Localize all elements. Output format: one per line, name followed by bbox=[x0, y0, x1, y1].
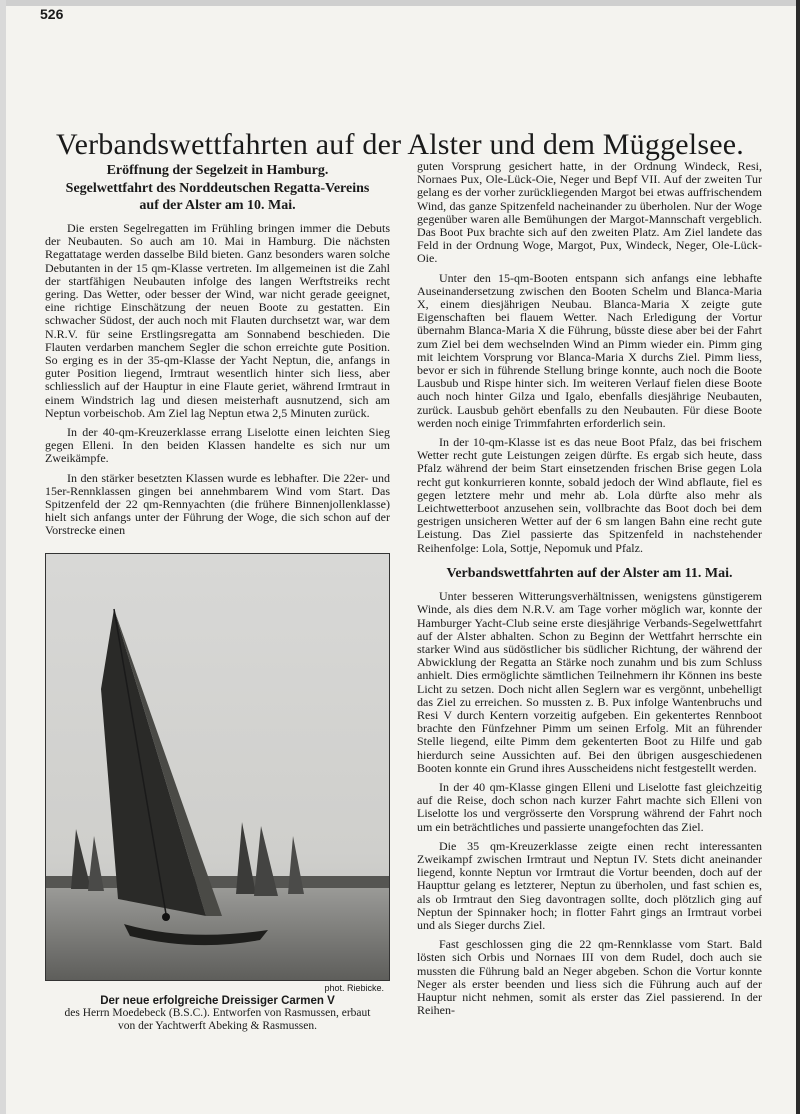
article2-paragraph: Fast geschlossen ging die 22 qm-Rennklasse vom Start. Bald lösten sich Orbis und Nornaes III von dem Rudel, doch auch sie mussten die Führung bald an Neger abgeben. Schon die Vortur konnte Neger als erster beenden und liess sich die Führung auch auf der Hauptur nicht nehmen, somit als erster das Ziel passierend. In der Reihen- bbox=[417, 937, 762, 1018]
article1-heading-line3: auf der Alster am 10. Mai. bbox=[139, 198, 296, 213]
left-column bbox=[45, 162, 390, 544]
photo-figure bbox=[45, 553, 390, 1033]
article2-paragraph: Die 35 qm-Kreuzerklasse zeigte einen recht interessanten Zweikampf zwischen Irmtraut und Neptun IV. Stets dicht aneinander liegend, konnte Neptun vor Irmtraut die Vortur beenden, doch auf der Haupttur gelang es letzterer, Neptun zu überholen, und fast schien es, als ob Irmtraut den Sieg davontragen sollte, doch plötzlich ging auf Neptun der Spinnaker hoch; in flotter Fahrt gings an Irmtraut vorbei und als Sieger durchs Ziel. bbox=[417, 838, 762, 932]
scan-edge-top bbox=[0, 0, 800, 6]
article1-paragraph: In der 40-qm-Kreuzerklasse errang Liselotte einen leichten Sieg gegen Elleni. In den beiden Klassen handelte es sich nur um Zweikämpfe. bbox=[45, 425, 390, 466]
article1-paragraph: Unter den 15-qm-Booten entspann sich anfangs eine lebhafte Auseinandersetzung zwischen den Booten Schelm und Blanca-Maria X, einem diesjährigen Neubau. Blanca-Maria X zeigte gute Eigenschaften bei flauem Wetter. Nach Erledigung der Vortur übernahm Blanca-Maria X die Führung, büsste diese aber bei der Fahrt zum Ziel bei dem wechselnden Wind an Pimm wieder ein. Pimm ging mit leichtem Vorsprung vor Blanca-Maria X durchs Ziel. Pimm liess, bevor er sich in führende Stellung bringe konnte, auch noch die Boote Lausbub und Rispe hinter sich. Im weiteren Verlauf fielen diese Boote auch noch hinter Gilza und Igalo, ebenfalls diesjährige Neubauten, zurück. Lausbub gehört ebenfalls zu den Neubauten. Für diese Boote werden noch einige Trimmfahrten erforderlich sein. bbox=[417, 270, 762, 430]
article1-paragraph: guten Vorsprung gesichert hatte, in der Ordnung Windeck, Resi, Nornaes Pux, Ole-Lück-Oie, Neger und Bepf VII. Auf der zweiten Tur gelang es der vorher zurückliegenden Margot bei etwas auffrischendem Wind, das ganze Spitzenfeld nacheinander zu überholen. Nur der Woge gegenüber waren alle Bemühungen der Margot-Mannschaft vergeblich. Das Boot Pux brachte sich auf den zweiten Platz. Am Ziel landete das Feld in der Ordnung Woge, Margot, Pux, Windeck, Neger, Ole-Lück-Oie. bbox=[417, 159, 762, 266]
sailboat-photo bbox=[45, 553, 390, 981]
article1-paragraph: Die ersten Segelregatten im Frühling bringen immer die Debuts der Neubauten. So auch am 10. Mai in Hamburg. Die nächsten Regattatage werden dasselbe Bild bieten. Ganz besonders waren solche Debutanten in der 15 qm-Klasse vertreten. Im allgemeinen ist die Zahl der startfähigen Neubauten infolge des langen Werftstreiks recht gering. Das Wetter, oder besser der Wind, war nicht gerade geeignet, eine richtige Einschätzung der neuen Boote zu gestatten. Ein schwacher Südost, der auch noch mit Flauten durchsetzt war, war dem N.R.V. für seine Erstlingsregatta am Sonnabend beschieden. Die Flauten verdarben manchem Segler die schon erreichte gute Position. So erging es in der 35-qm-Klasse der Yacht Neptun, die, anfangs in guter Position liegend, Irmtraut wesentlich hinter sich liess, aber schliesslich auf der Hauptur in eine Flaute geriet, während Irmtraut in einem Windstrich lag und diesen meisterhaft ausnutzend, sich am Neptun vorbeischob. Am Ziel lag Neptun etwa 2,5 Minuten zurück. bbox=[45, 221, 390, 420]
article2-heading: Verbandswettfahrten auf der Alster am 11. Mai. bbox=[446, 565, 733, 581]
article1-heading-line1: Eröffnung der Segelzeit in Hamburg. bbox=[106, 163, 329, 178]
water bbox=[46, 888, 389, 980]
scan-edge-right bbox=[796, 0, 800, 1114]
scan-edge-left bbox=[0, 0, 6, 1114]
caption-line: des Herrn Moedebeck (B.S.C.). Entworfen von Rasmussen, erbaut bbox=[64, 1007, 371, 1019]
caption-line: von der Yachtwerft Abeking & Rasmussen. bbox=[118, 1020, 317, 1032]
article2-paragraph: In der 40 qm-Klasse gingen Elleni und Liselotte fast gleichzeitig auf die Reise, doch schon nach kurzer Fahrt machte sich Elleni von Liselotte los und vergrösserte den Vorsprung während der Fahrt noch um ein beträchtliches und passierte unangefochten das Ziel. bbox=[417, 779, 762, 834]
article1-paragraph: In der 10-qm-Klasse ist es das neue Boot Pfalz, das bei frischem Wetter recht gute Leistungen zeigen dürfte. Es ergab sich heute, dass Pfalz während der beim Start einsetzenden frischen Brise gegen Lola recht gut konkurrieren konnte, sobald jedoch der Wind abflaute, fiel es gegen letztere mehr und mehr ab. Lola dürfte also mehr als Leichtwetterboot anzusehen sein, vollbrachte das Boot doch bei dem gestrigen unsicheren Wetter auf der 6 sm langen Bahn eine recht gute Leistung. Das Ziel passierte das Spitzenfeld in nachstehender Reihenfolge: Lola, Sottje, Nepomuk und Pfalz. bbox=[417, 435, 762, 555]
article1-paragraph: In den stärker besetzten Klassen wurde es lebhafter. Die 22er- und 15er-Rennklassen gingen bei annehmbarem Wind vom Start. Das Spitzenfeld der 22 qm-Rennyachten (die frühere Binnenjollenklasse) hielt sich anfangs unter der Führung der Woge, die sich schon auf der Vorstrecke einen bbox=[45, 470, 390, 538]
photo-credit: phot. Riebicke. bbox=[324, 983, 384, 993]
right-column bbox=[417, 160, 762, 1023]
page-title: Verbandswettfahrten auf der Alster und dem Müggelsee. bbox=[56, 128, 744, 162]
article1-heading-line2: Segelwettfahrt des Norddeutschen Regatta-Vereins bbox=[65, 181, 370, 196]
article2-paragraph: Unter besseren Witterungsverhältnissen, wenigstens günstigerem Winde, als dies dem N.R.V. am Tage vorher möglich war, konnte der Hamburger Yacht-Club seine erste diesjährige Verbands-Segelwettfahrt auf der Alster abhalten. Schon zu Beginn der Wettfahrt herrschte ein starker Wind aus südöstlicher bis südlicher Richtung, der während der Abwicklung der Regatta an Stärke noch zunahm und bis zum Schluss anhielt. Dies ermöglichte sämtlichen Teilnehmern ihr Können ins beste Licht zu setzen. Doch nicht allen Seglern war es vergönnt, unbehelligt das Ziel zu erreichen. So mussten z. B. Pux infolge Wantenbruchs und Resi V durch Kentern vorzeitig aufgeben. Ein gekentertes Rennboot brachte den Fünfzehner Pimm um seinen Erfolg. Mit an führender Stelle liegend, eilte Pimm dem gekenterten Boot zu Hilfe und gab hierdurch seine Aussichten auf. Bei den übrigen ausgeschiedenen Booten konnte ein Grund ihres Ausscheidens nicht festgestellt werden. bbox=[417, 589, 762, 775]
caption-title: Der neue erfolgreiche Dreissiger Carmen V bbox=[100, 995, 335, 1007]
page-number: 526 bbox=[40, 6, 64, 22]
